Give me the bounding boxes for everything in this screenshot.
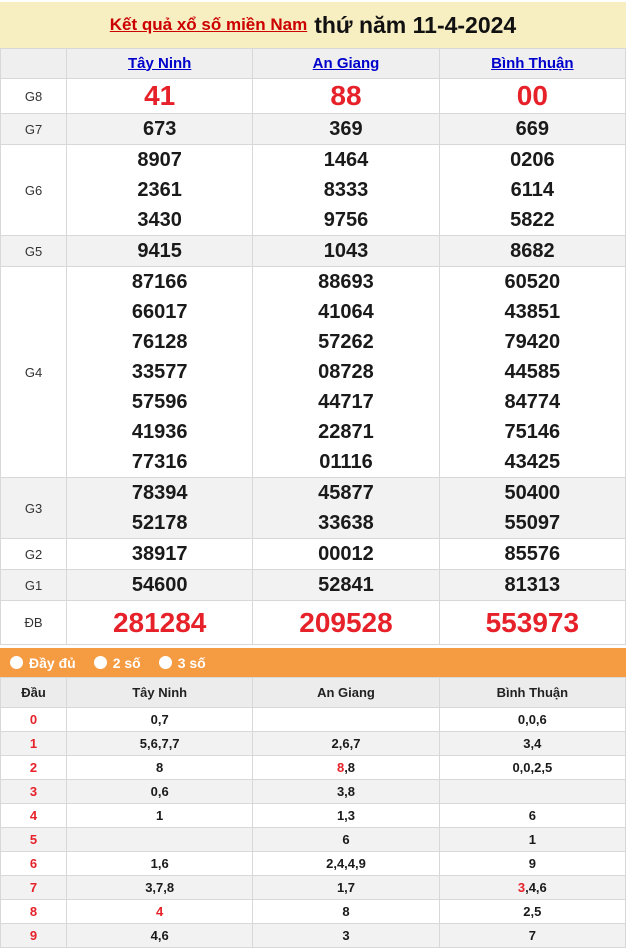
prize-number: 84774 (504, 391, 561, 413)
prize-row (1, 267, 626, 478)
prize-label: G1 (1, 570, 67, 601)
tail-cell (439, 900, 625, 924)
province-link-3[interactable]: Bình Thuận (491, 54, 574, 72)
prize-number: 88 (330, 80, 362, 111)
tail-value-segment: 6 (528, 808, 536, 823)
prize-number: 57596 (131, 391, 188, 413)
prize-cell (439, 114, 625, 145)
prize-number: 369 (329, 118, 363, 140)
tail-cell (439, 804, 625, 828)
tail-cell (253, 780, 439, 804)
tail-value-segment: 1,3 (336, 808, 356, 823)
tail-row (1, 756, 626, 780)
tails-header-cell: Đầu (1, 678, 67, 708)
prize-cell (67, 570, 253, 601)
tail-value-segment: 9 (528, 856, 536, 871)
prize-number: 00 (516, 80, 548, 111)
tail-cell (253, 852, 439, 876)
prize-cell (67, 236, 253, 267)
prize-number: 52178 (131, 512, 188, 534)
prize-number: 3430 (137, 209, 182, 231)
prize-row (1, 79, 626, 114)
prize-cell (67, 478, 253, 539)
prize-number: 9415 (137, 240, 182, 262)
tail-cell (253, 732, 439, 756)
prize-label: G7 (1, 114, 67, 145)
prize-number: 6114 (510, 179, 555, 201)
tail-cell (439, 876, 625, 900)
prize-number: 41 (144, 80, 176, 111)
radio-icon (10, 656, 23, 669)
tail-value-segment: 0,0,6 (517, 712, 547, 727)
prize-cell (67, 539, 253, 570)
prize-number: 0206 (510, 149, 555, 171)
lottery-results-page (0, 2, 626, 948)
filter-option-2so[interactable] (94, 655, 141, 671)
prize-row (1, 114, 626, 145)
prize-number: 54600 (131, 574, 188, 596)
tail-digit: 2 (1, 756, 67, 780)
prize-number: 209528 (299, 607, 393, 638)
province-link-2[interactable]: An Giang (312, 54, 380, 72)
prize-number: 2361 (137, 179, 182, 201)
prize-label: G8 (1, 79, 67, 114)
filter-option-label: Đầy đủ (29, 654, 76, 671)
radio-icon (94, 656, 107, 669)
tail-cell (253, 900, 439, 924)
tail-cell (253, 876, 439, 900)
tail-cell (67, 804, 253, 828)
tail-cell (253, 756, 439, 780)
tails-header-cell: Tây Ninh (67, 678, 253, 708)
prize-cell (67, 601, 253, 645)
tail-value-segment: 8 (342, 904, 350, 919)
prize-row (1, 145, 626, 236)
tail-row (1, 708, 626, 732)
province-header (253, 49, 439, 79)
tail-value-segment: 1,7 (336, 880, 356, 895)
results-header-row (1, 49, 626, 79)
tail-cell (67, 900, 253, 924)
prize-number: 60520 (504, 271, 561, 293)
tail-digit: 1 (1, 732, 67, 756)
tail-value-segment: ,4,6 (525, 880, 547, 895)
province-header (67, 49, 253, 79)
tail-digit: 5 (1, 828, 67, 852)
prize-row (1, 570, 626, 601)
tail-value-segment: 0,6 (150, 784, 169, 799)
tail-value-segment: 2,4,4,9 (326, 856, 366, 871)
tail-row (1, 876, 626, 900)
prize-number: 9756 (323, 209, 369, 231)
tail-value-segment: 6 (342, 832, 350, 847)
tail-value-segment: 8 (156, 760, 164, 775)
prize-number: 81313 (504, 574, 561, 596)
prize-number: 5822 (510, 209, 555, 231)
tail-digit: 8 (1, 900, 67, 924)
results-table (0, 48, 626, 645)
tail-value-segment: ,8 (344, 760, 356, 775)
tail-cell (67, 828, 253, 852)
prize-label: G5 (1, 236, 67, 267)
prize-cell (439, 539, 625, 570)
prize-cell (253, 570, 439, 601)
prize-number: 33638 (318, 512, 374, 534)
prize-number: 8907 (137, 149, 182, 171)
tail-row (1, 852, 626, 876)
tails-header-cell: Bình Thuận (439, 678, 625, 708)
tail-row (1, 900, 626, 924)
prize-number: 41936 (131, 421, 188, 443)
prize-number: 66017 (131, 301, 188, 323)
tail-row (1, 780, 626, 804)
tail-value-segment: 8 (336, 760, 345, 775)
prize-number: 87166 (131, 271, 188, 293)
prize-number: 79420 (504, 331, 561, 353)
prize-cell (67, 267, 253, 478)
tails-header-row (1, 678, 626, 708)
tail-cell (67, 780, 253, 804)
radio-icon (159, 656, 172, 669)
prize-row (1, 539, 626, 570)
prize-row (1, 236, 626, 267)
prize-number: 01116 (319, 451, 373, 473)
prize-number: 1464 (323, 149, 369, 171)
prize-cell (253, 267, 439, 478)
prize-number: 44717 (318, 391, 374, 413)
tail-cell (253, 828, 439, 852)
filter-option-label: 3 số (177, 654, 206, 671)
prize-label: G4 (1, 267, 67, 478)
prize-cell (67, 145, 253, 236)
prize-number: 41064 (318, 301, 374, 323)
prize-cell (439, 79, 625, 114)
tail-value-segment: 3 (342, 928, 350, 943)
tail-row (1, 804, 626, 828)
tail-digit: 6 (1, 852, 67, 876)
prize-cell (253, 539, 439, 570)
tail-digit: 7 (1, 876, 67, 900)
tail-value-segment: 0,0,2,5 (512, 760, 553, 775)
prize-label: G6 (1, 145, 67, 236)
tail-cell (439, 852, 625, 876)
tail-cell (439, 780, 625, 804)
prize-number: 76128 (131, 331, 188, 353)
prize-number: 22871 (318, 421, 374, 443)
prize-label: ĐB (1, 601, 67, 645)
tail-value-segment: 1 (156, 808, 164, 823)
tail-cell (439, 708, 625, 732)
prize-number: 52841 (318, 574, 374, 596)
prize-number: 45877 (318, 482, 374, 504)
prize-cell (253, 114, 439, 145)
tail-value-segment: 3,8 (336, 784, 356, 799)
prize-number: 55097 (504, 512, 561, 534)
prize-cell (253, 79, 439, 114)
prize-number: 669 (515, 118, 550, 140)
tails-header-cell: An Giang (253, 678, 439, 708)
prize-label: G2 (1, 539, 67, 570)
prize-number: 8682 (510, 240, 555, 262)
prize-cell (439, 236, 625, 267)
prize-number: 553973 (485, 607, 580, 638)
tail-value-segment: 0,7 (150, 712, 169, 727)
prize-cell (439, 145, 625, 236)
prize-number: 43851 (504, 301, 561, 323)
prize-row (1, 601, 626, 645)
prize-cell (253, 601, 439, 645)
prize-row (1, 478, 626, 539)
tail-cell (253, 804, 439, 828)
tail-value-segment: 2,6,7 (331, 736, 361, 751)
tail-value-segment: 4 (156, 904, 164, 919)
prize-number: 281284 (112, 607, 207, 638)
prize-number: 673 (142, 118, 177, 140)
tail-cell (67, 708, 253, 732)
filter-option-full[interactable] (10, 655, 76, 671)
prize-number: 00012 (318, 543, 374, 565)
tail-cell (67, 876, 253, 900)
province-link-1[interactable]: Tây Ninh (127, 54, 192, 72)
prize-cell (439, 478, 625, 539)
prize-cell (439, 601, 625, 645)
page-header (0, 2, 626, 48)
prize-number: 8333 (323, 179, 369, 201)
tail-value-segment: 1,6 (150, 856, 169, 871)
title-date: thứ năm 11-4-2024 (314, 11, 517, 38)
tail-cell (67, 732, 253, 756)
tail-digit: 0 (1, 708, 67, 732)
tail-cell (439, 732, 625, 756)
prize-cell (439, 570, 625, 601)
tail-digit: 4 (1, 804, 67, 828)
tail-row (1, 732, 626, 756)
prize-cell (253, 236, 439, 267)
tail-cell (439, 756, 625, 780)
prize-cell (67, 114, 253, 145)
prize-number: 57262 (318, 331, 374, 353)
prize-number: 78394 (131, 482, 188, 504)
prize-label: G3 (1, 478, 67, 539)
prize-number: 75146 (504, 421, 561, 443)
title-link[interactable]: Kết quả xổ số miền Nam (109, 15, 308, 34)
prize-number: 44585 (504, 361, 561, 383)
tail-value-segment: 3 (517, 880, 526, 895)
tail-cell (253, 708, 439, 732)
tail-cell (439, 828, 625, 852)
tail-value-segment: 4,6 (150, 928, 169, 943)
tails-table (0, 677, 626, 948)
prize-number: 1043 (323, 240, 369, 262)
prize-cell (253, 145, 439, 236)
tail-value-segment: 7 (528, 928, 536, 943)
filter-option-label: 2 số (112, 654, 141, 671)
prize-number: 50400 (504, 482, 561, 504)
prize-number: 33577 (131, 361, 188, 383)
tail-value-segment: 1 (528, 832, 536, 847)
tail-value-segment: 3,7,8 (145, 880, 175, 895)
results-header-corner (1, 49, 67, 79)
prize-number: 43425 (504, 451, 561, 473)
prize-number: 77316 (131, 451, 188, 473)
prize-number: 08728 (318, 361, 374, 383)
tail-cell (67, 852, 253, 876)
filter-bar (0, 648, 626, 677)
prize-cell (67, 79, 253, 114)
prize-number: 85576 (504, 543, 561, 565)
tail-value-segment: 2,5 (523, 904, 542, 919)
prize-number: 88693 (318, 271, 374, 293)
tail-digit: 3 (1, 780, 67, 804)
tail-value-segment: 3,4 (523, 736, 542, 751)
tail-cell (67, 756, 253, 780)
tail-digit: 9 (1, 924, 67, 948)
tail-row (1, 828, 626, 852)
prize-cell (439, 267, 625, 478)
prize-number: 38917 (131, 543, 188, 565)
filter-option-3so[interactable] (159, 655, 206, 671)
prize-cell (253, 478, 439, 539)
province-header (439, 49, 625, 79)
tail-value-segment: 5,6,7,7 (139, 736, 180, 751)
